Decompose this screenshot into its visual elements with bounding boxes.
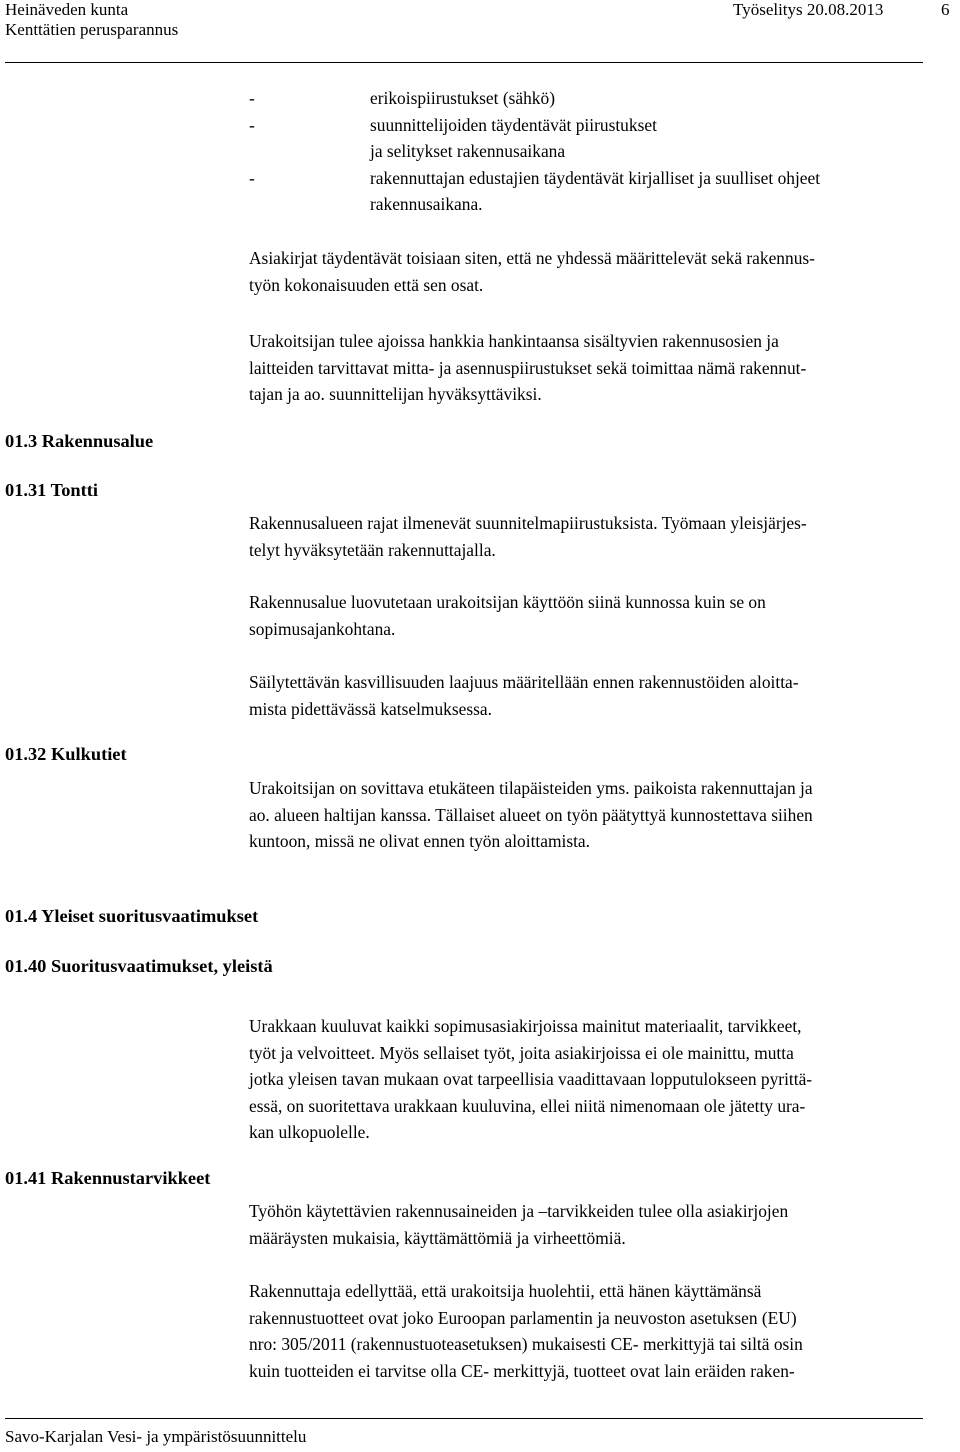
header-doc-title: Työselitys 20.08.2013 <box>733 0 884 19</box>
list-item: rakennuttajan edustajien täydentävät kirjalliset ja suulliset ohjeet <box>370 168 821 188</box>
list-item-continuation: rakennusaikana. <box>370 194 483 214</box>
paragraph-line: kan ulkopuolelle. <box>249 1122 370 1142</box>
section-heading: 01.3 Rakennusalue <box>5 431 154 451</box>
paragraph-line: Rakennusalue luovutetaan urakoitsijan käyttöön siinä kunnossa kuin se on <box>249 592 766 612</box>
paragraph-line: työn kokonaisuuden että sen osat. <box>249 274 484 295</box>
header-rule <box>5 62 923 63</box>
header-org: Heinäveden kunta <box>5 0 129 19</box>
paragraph <box>249 245 815 298</box>
paragraph <box>249 589 766 642</box>
paragraph-line: Urakoitsijan tulee ajoissa hankkia hankintaansa sisältyvien rakennusosien ja <box>249 331 779 351</box>
subsection-heading: 01.32 Kulkutiet <box>5 744 127 764</box>
list-item-continuation: ja selitykset rakennusaikana <box>370 141 566 161</box>
paragraph-line: kuntoon, missä ne olivat ennen työn aloittamista. <box>249 831 590 851</box>
subsection-heading: 01.40 Suoritusvaatimukset, yleistä <box>5 956 273 976</box>
section-heading: 01.4 Yleiset suoritusvaatimukset <box>5 906 259 926</box>
paragraph-line: ao. alueen haltijan kanssa. Tällaiset alueet on työn päätyttyä kunnostettava siihen <box>249 804 813 825</box>
paragraph-line: essä, on suoritettava urakkaan kuuluvina, ellei niitä nimenomaan ole jätetty ura- <box>249 1095 806 1116</box>
paragraph-line: Työhön käytettävien rakennusaineiden ja –tarvikkeiden tulee olla asiakirjojen <box>249 1201 789 1221</box>
paragraph-line: rakennustuotteet ovat joko Euroopan parlamentin ja neuvoston asetuksen (EU) <box>249 1307 797 1328</box>
paragraph-line: Urakoitsijan on sovittava etukäteen tilapäisteiden yms. paikoista rakennuttajan ja <box>249 778 813 798</box>
paragraph-line: Säilytettävän kasvillisuuden laajuus määritellään ennen rakennustöiden aloitta- <box>249 672 799 692</box>
list-dash: - <box>249 115 255 135</box>
paragraph-line: kuin tuotteiden ei tarvitse olla CE- merkittyjä, tuotteet ovat lain eräiden raken- <box>249 1360 795 1381</box>
list-dash: - <box>249 88 255 108</box>
paragraph <box>249 510 807 563</box>
paragraph <box>249 1278 803 1384</box>
paragraph-line: nro: 305/2011 (rakennustuoteasetuksen) mukaisesti CE- merkittyjä tai siltä osin <box>249 1334 803 1354</box>
paragraph <box>249 775 813 855</box>
paragraph <box>249 1198 788 1251</box>
paragraph-line: Urakkaan kuuluvat kaikki sopimusasiakirjoissa mainitut materiaalit, tarvikkeet, <box>249 1016 802 1036</box>
paragraph-line: telyt hyväksytetään rakennuttajalla. <box>249 539 496 560</box>
subsection-heading: 01.31 Tontti <box>5 480 99 500</box>
list-dash: - <box>249 168 255 188</box>
subsection-heading: 01.41 Rakennustarvikkeet <box>5 1168 211 1188</box>
paragraph-line: Rakennuttaja edellyttää, että urakoitsija huolehtii, että hänen käyttämänsä <box>249 1281 762 1301</box>
paragraph-line: sopimusajankohtana. <box>249 618 396 639</box>
paragraph-line: Asiakirjat täydentävät toisiaan siten, että ne yhdessä määrittelevät sekä rakennus- <box>249 248 815 268</box>
paragraph-line: tajan ja ao. suunnittelijan hyväksyttäviksi. <box>249 384 542 404</box>
paragraph-line: Rakennusalueen rajat ilmenevät suunnitelmapiirustuksista. Työmaan yleisjärjes- <box>249 513 807 533</box>
paragraph-line: mista pidettävässä katselmuksessa. <box>249 698 492 719</box>
list-item: suunnittelijoiden täydentävät piirustukset <box>370 115 657 135</box>
paragraph-line: määräysten mukaisia, käyttämättömiä ja virheettömiä. <box>249 1227 626 1248</box>
footer-rule <box>5 1418 923 1419</box>
paragraph-line: työt ja velvoitteet. Myös sellaiset työt, joita asiakirjoissa ei ole mainittu, mutta <box>249 1042 794 1063</box>
paragraph <box>249 328 806 408</box>
paragraph <box>249 669 799 722</box>
header-project: Kenttätien perusparannus <box>5 20 179 39</box>
list-item: erikoispiirustukset (sähkö) <box>370 88 555 108</box>
paragraph-line: jotka yleisen tavan mukaan ovat tarpeellisia vaadittavaan lopputulokseen pyrittä- <box>249 1069 813 1089</box>
footer-text: Savo-Karjalan Vesi- ja ympäristösuunnittelu <box>5 1427 307 1446</box>
paragraph-line: laitteiden tarvittavat mitta- ja asennuspiirustukset sekä toimittaa nämä rakennut- <box>249 357 807 378</box>
paragraph <box>249 1013 812 1146</box>
page-number: 6 <box>941 0 950 19</box>
